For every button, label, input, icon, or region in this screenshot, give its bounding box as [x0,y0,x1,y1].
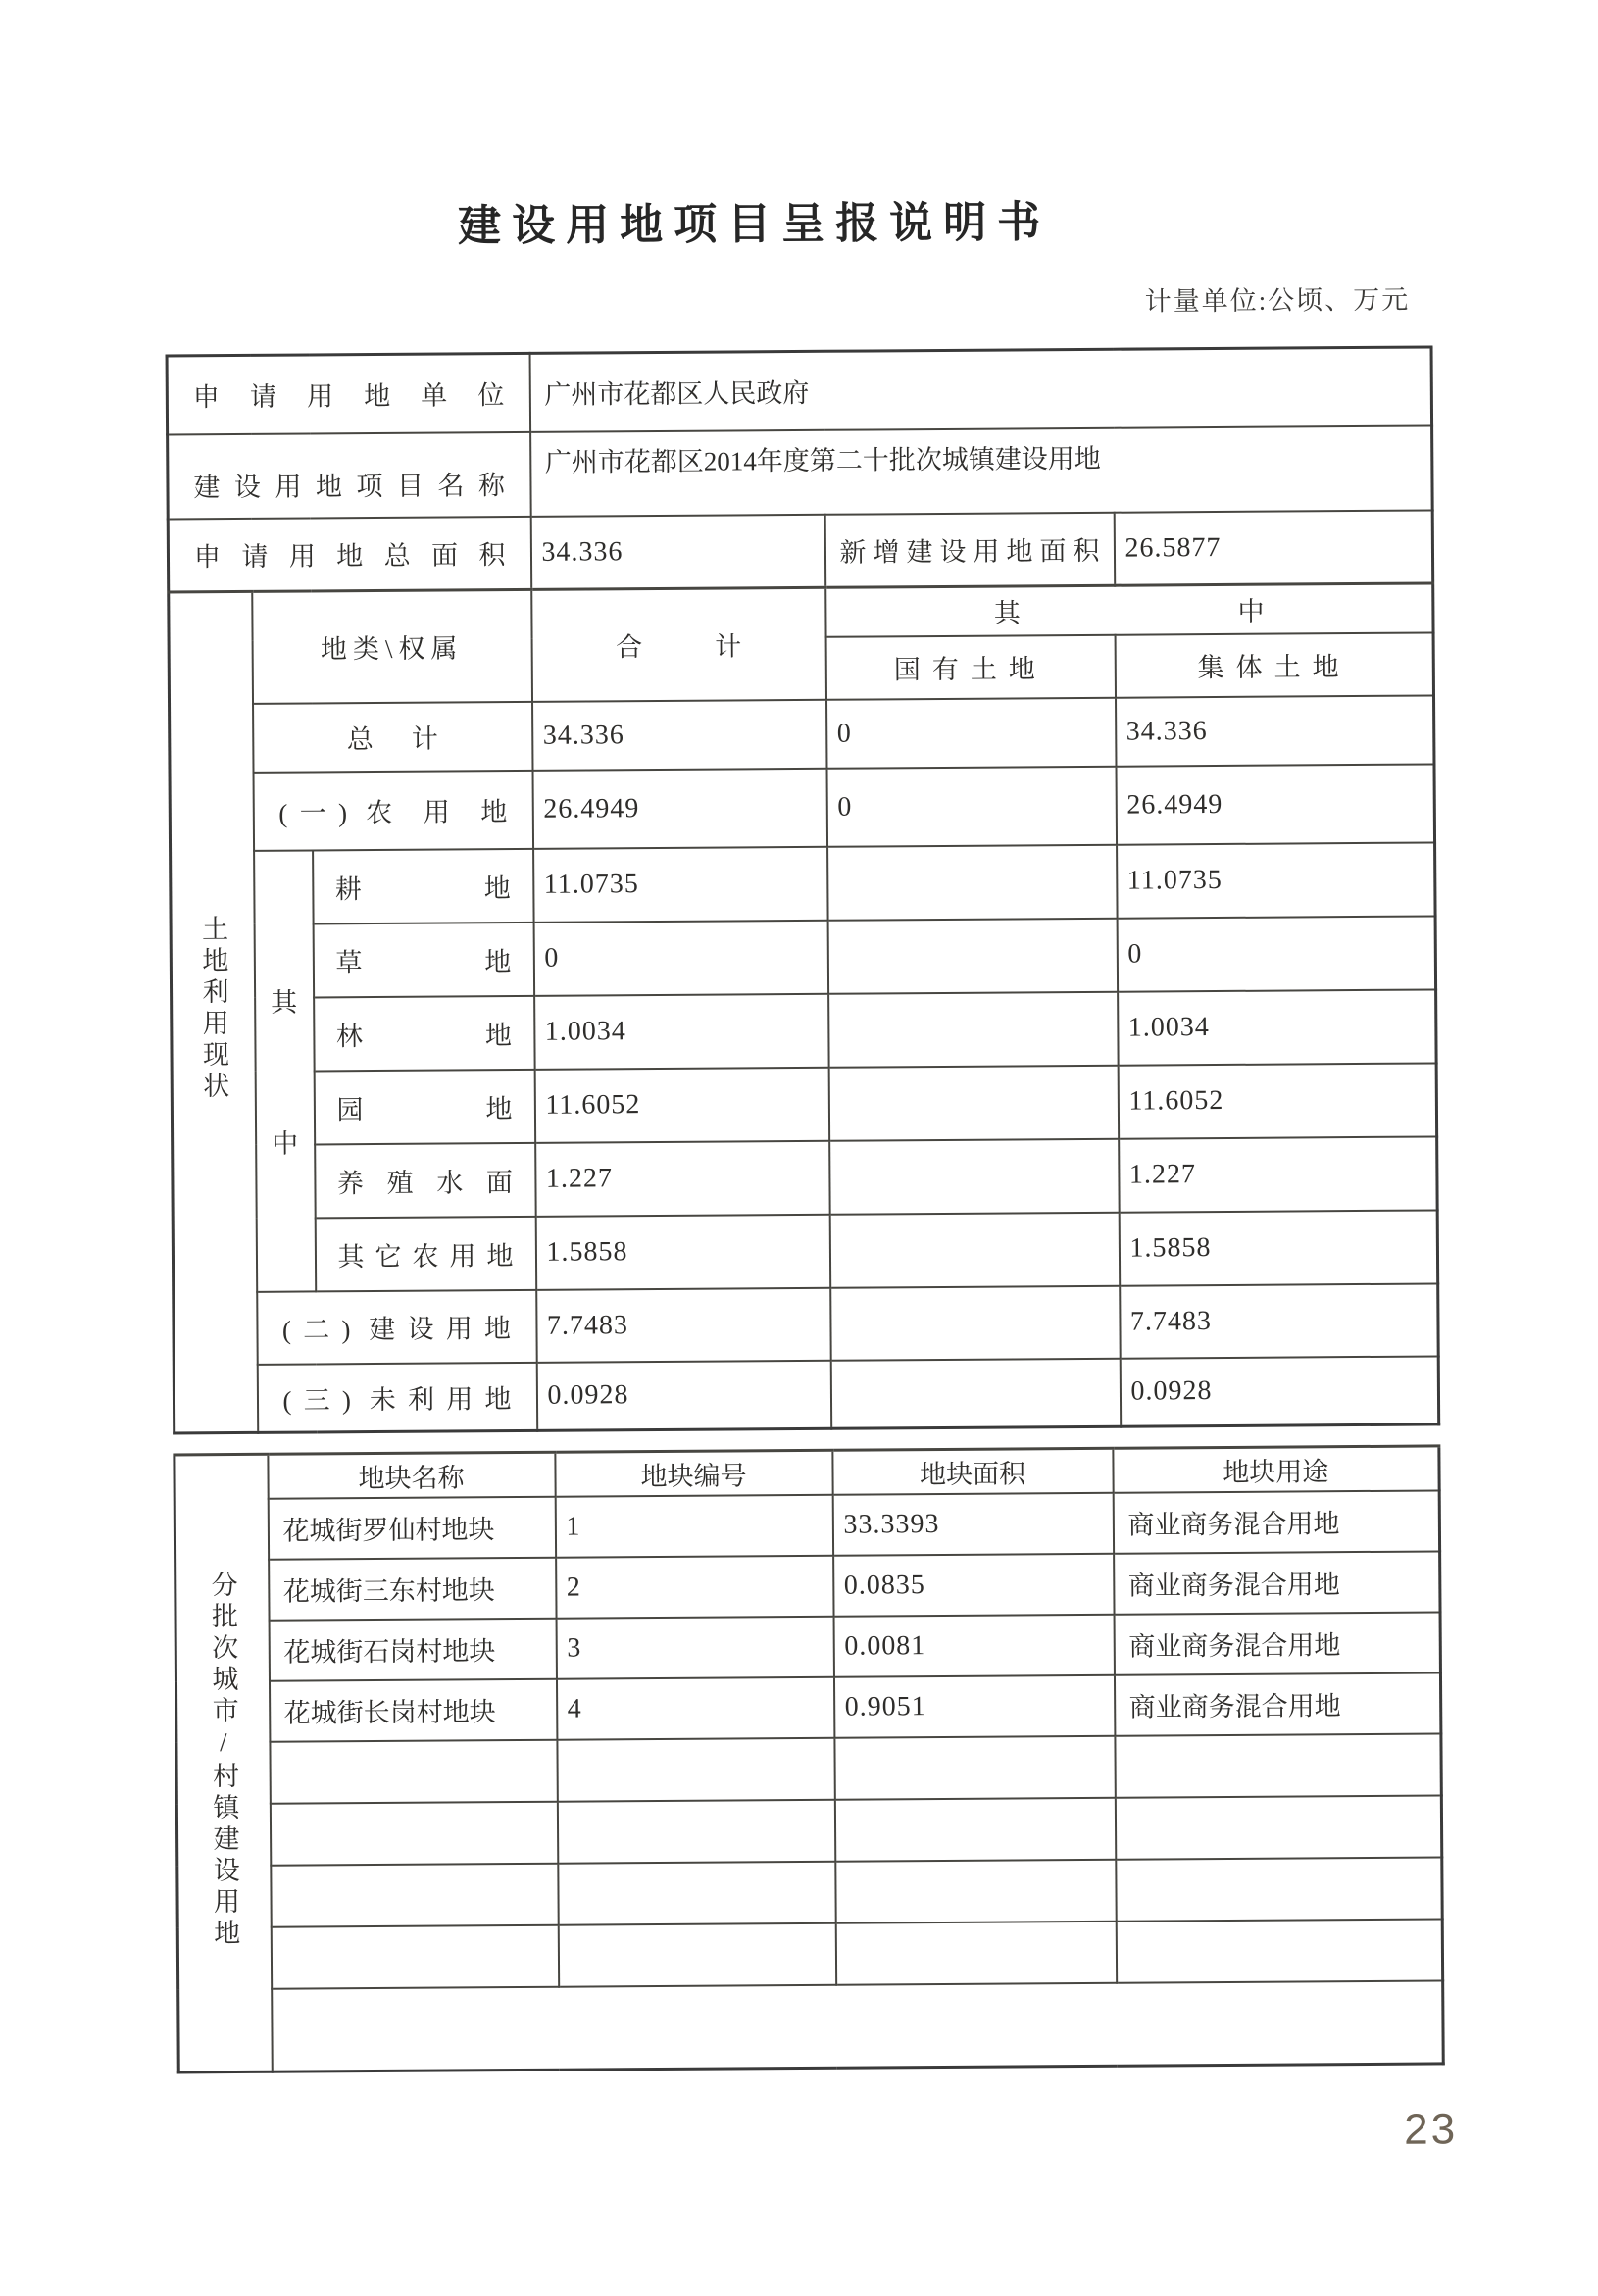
plot-no-cell: 4 [556,1676,833,1739]
total-area-value-cell: 34.336 [530,514,825,589]
agricultural-state-cell: 0 [826,766,1117,846]
plot-row-4 [175,1672,1440,1742]
agricultural-collective-cell: 26.4949 [1116,764,1435,844]
unused-land-row [174,1356,1438,1433]
forest-label-cell: 林 地 [314,995,535,1071]
unused-collective-cell: 0.0928 [1120,1356,1439,1426]
plot-empty-row [177,1919,1442,1989]
among-label [256,980,314,1160]
area-row [168,510,1433,592]
grassland-total-cell: 0 [533,920,828,995]
forest-collective-cell: 1.0034 [1118,989,1437,1065]
aquaculture-row [173,1136,1438,1219]
land-use-section-label-cell [169,591,258,1433]
other-agri-total-cell: 1.5858 [535,1214,830,1289]
unused-label-cell: (三) 未利用地 [257,1362,536,1432]
plot-no-cell: 3 [556,1616,833,1678]
grand-total-state-cell: 0 [826,697,1116,768]
plot-name-cell: 花城街石岗村地块 [269,1618,556,1680]
plot-empty-cell [270,1801,557,1865]
plot-empty-cell [271,1924,558,1988]
garden-state-cell [828,1065,1119,1140]
cultivated-state-cell [827,844,1118,920]
state-land-header-cell: 国有土地 [825,634,1115,699]
plot-area-header-cell: 地块面积 [832,1448,1113,1494]
plot-row-3 [175,1612,1440,1681]
plot-empty-cell [835,1921,1116,1984]
plot-name-header-cell: 地块名称 [268,1452,555,1498]
plot-empty-row [176,1795,1441,1866]
total-header-cell: 合 计 [531,587,826,701]
applicant-label-cell: 申 请 用 地 单 位 [167,353,530,434]
plot-area-cell: 33.3393 [832,1492,1113,1555]
plot-area-cell: 0.0081 [833,1614,1114,1676]
plots-table [173,1444,1444,2073]
among-label-char-2: 中 [272,1128,299,1159]
cultivated-land-row [171,842,1436,924]
page-number: 23 [1404,2105,1459,2154]
new-area-label-cell: 新增建设用地面积 [824,512,1115,587]
other-agri-label-cell: 其它农用地 [315,1216,536,1291]
forest-total-cell: 1.0034 [534,993,829,1069]
plot-empty-cell [271,1863,558,1926]
plot-use-header-cell: 地块用途 [1113,1446,1439,1492]
grand-total-total-cell: 34.336 [532,699,826,770]
page-title: 建设用地项目呈报说明书 [457,198,1052,251]
total-area-label-cell: 申 请 用 地 总 面 积 [168,516,531,592]
among-header-char-1: 其 [993,598,1021,628]
new-area-value-cell: 26.5877 [1114,510,1433,585]
plot-area-cell: 0.0835 [833,1553,1114,1616]
construction-state-cell [830,1285,1121,1360]
aquaculture-state-cell [829,1138,1120,1214]
other-agri-state-cell [829,1212,1120,1287]
aquaculture-total-cell: 1.227 [535,1140,830,1216]
plot-empty-cell [1115,1733,1441,1797]
among-label-char-1: 其 [271,987,298,1018]
cultivated-collective-cell: 11.0735 [1117,842,1436,918]
plot-use-cell: 商业商务混合用地 [1114,1551,1440,1614]
collective-land-header-cell: 集体土地 [1115,632,1433,697]
applicant-row [167,347,1432,434]
plot-empty-cell [558,1861,835,1924]
agricultural-label-cell: (一) 农 用 地 [253,770,533,850]
plot-empty-cell [1116,1919,1442,1982]
plot-no-cell: 1 [555,1494,832,1557]
plot-area-cell: 0.9051 [833,1674,1114,1737]
plot-use-cell: 商业商务混合用地 [1114,1612,1440,1674]
plot-use-cell: 商业商务混合用地 [1113,1490,1439,1553]
plot-no-header-cell: 地块编号 [555,1450,832,1496]
plot-empty-row [177,1857,1442,1927]
plot-name-cell: 花城街三东村地块 [269,1557,556,1620]
garden-label-cell: 园 地 [314,1069,535,1144]
plots-section-label: 分批次城市/村镇建设用地 [207,1570,240,1950]
construction-total-cell: 7.7483 [536,1287,831,1362]
grand-total-row [170,695,1434,773]
unit-note: 计量单位:公顷、万元 [1144,284,1411,317]
grand-total-collective-cell: 34.336 [1116,695,1435,766]
unused-total-cell: 0.0928 [536,1360,830,1430]
plot-empty-cell [834,1735,1115,1799]
other-agricultural-row [173,1210,1438,1292]
construction-label-cell: (二) 建设用地 [257,1289,537,1364]
project-value-cell: 广州市花都区2014年度第二十批次城镇建设用地 [530,425,1433,516]
garden-land-row [172,1063,1437,1145]
application-land-use-table [166,345,1441,1434]
plot-bottom-strip-row [178,1980,1444,2072]
among-header [826,589,1432,631]
plot-no-cell: 2 [556,1555,833,1618]
plot-name-cell: 花城街长岗村地块 [269,1678,556,1741]
agricultural-total-cell: 26.4949 [532,768,827,848]
aquaculture-collective-cell: 1.227 [1119,1136,1438,1212]
plot-row-2 [175,1551,1440,1621]
construction-collective-cell: 7.7483 [1120,1283,1439,1358]
among-header-char-2: 中 [1237,596,1265,627]
garden-collective-cell: 11.6052 [1118,1063,1437,1138]
garden-total-cell: 11.6052 [534,1067,829,1142]
grassland-label-cell: 草 地 [313,922,534,997]
plot-use-cell: 商业商务混合用地 [1114,1672,1440,1735]
unused-state-cell [830,1358,1120,1428]
plot-empty-cell [558,1922,835,1986]
grassland-row [171,916,1436,998]
grand-total-label-cell: 总 计 [253,701,532,772]
plot-empty-cell [1116,1857,1442,1921]
plot-empty-cell [557,1737,834,1801]
plot-empty-cell [835,1859,1116,1922]
land-use-header-row [169,583,1433,641]
among-label-cell [254,850,316,1291]
forest-state-cell [828,991,1119,1067]
project-name-row [168,425,1433,519]
other-agri-collective-cell: 1.5858 [1119,1210,1438,1285]
plot-name-cell: 花城街罗仙村地块 [268,1496,555,1559]
plot-empty-cell [270,1739,557,1803]
cultivated-total-cell: 11.0735 [533,846,828,922]
plot-row-1 [175,1490,1439,1560]
plot-empty-cell [557,1799,834,1863]
class-header-cell: 地类\权属 [252,589,532,703]
plot-empty-cell [1115,1795,1441,1859]
construction-land-row [174,1283,1439,1365]
plot-empty-cell [834,1797,1115,1861]
project-label-cell: 建 设 用 地 项 目 名 称 [168,431,531,519]
plot-bottom-strip-cell [272,1980,1444,2071]
aquaculture-label-cell: 养 殖 水 面 [315,1142,536,1218]
grassland-collective-cell: 0 [1117,916,1436,991]
cultivated-label-cell: 耕 地 [313,848,534,923]
plots-section-label-cell [175,1454,272,2072]
grassland-state-cell [827,918,1118,993]
land-use-section-label: 土地利用现状 [197,915,229,1104]
among-header-cell [825,583,1433,636]
plot-empty-row [176,1733,1441,1804]
agricultural-land-row [170,764,1435,851]
forest-land-row [172,989,1437,1072]
applicant-value-cell: 广州市花都区人民政府 [529,347,1432,431]
